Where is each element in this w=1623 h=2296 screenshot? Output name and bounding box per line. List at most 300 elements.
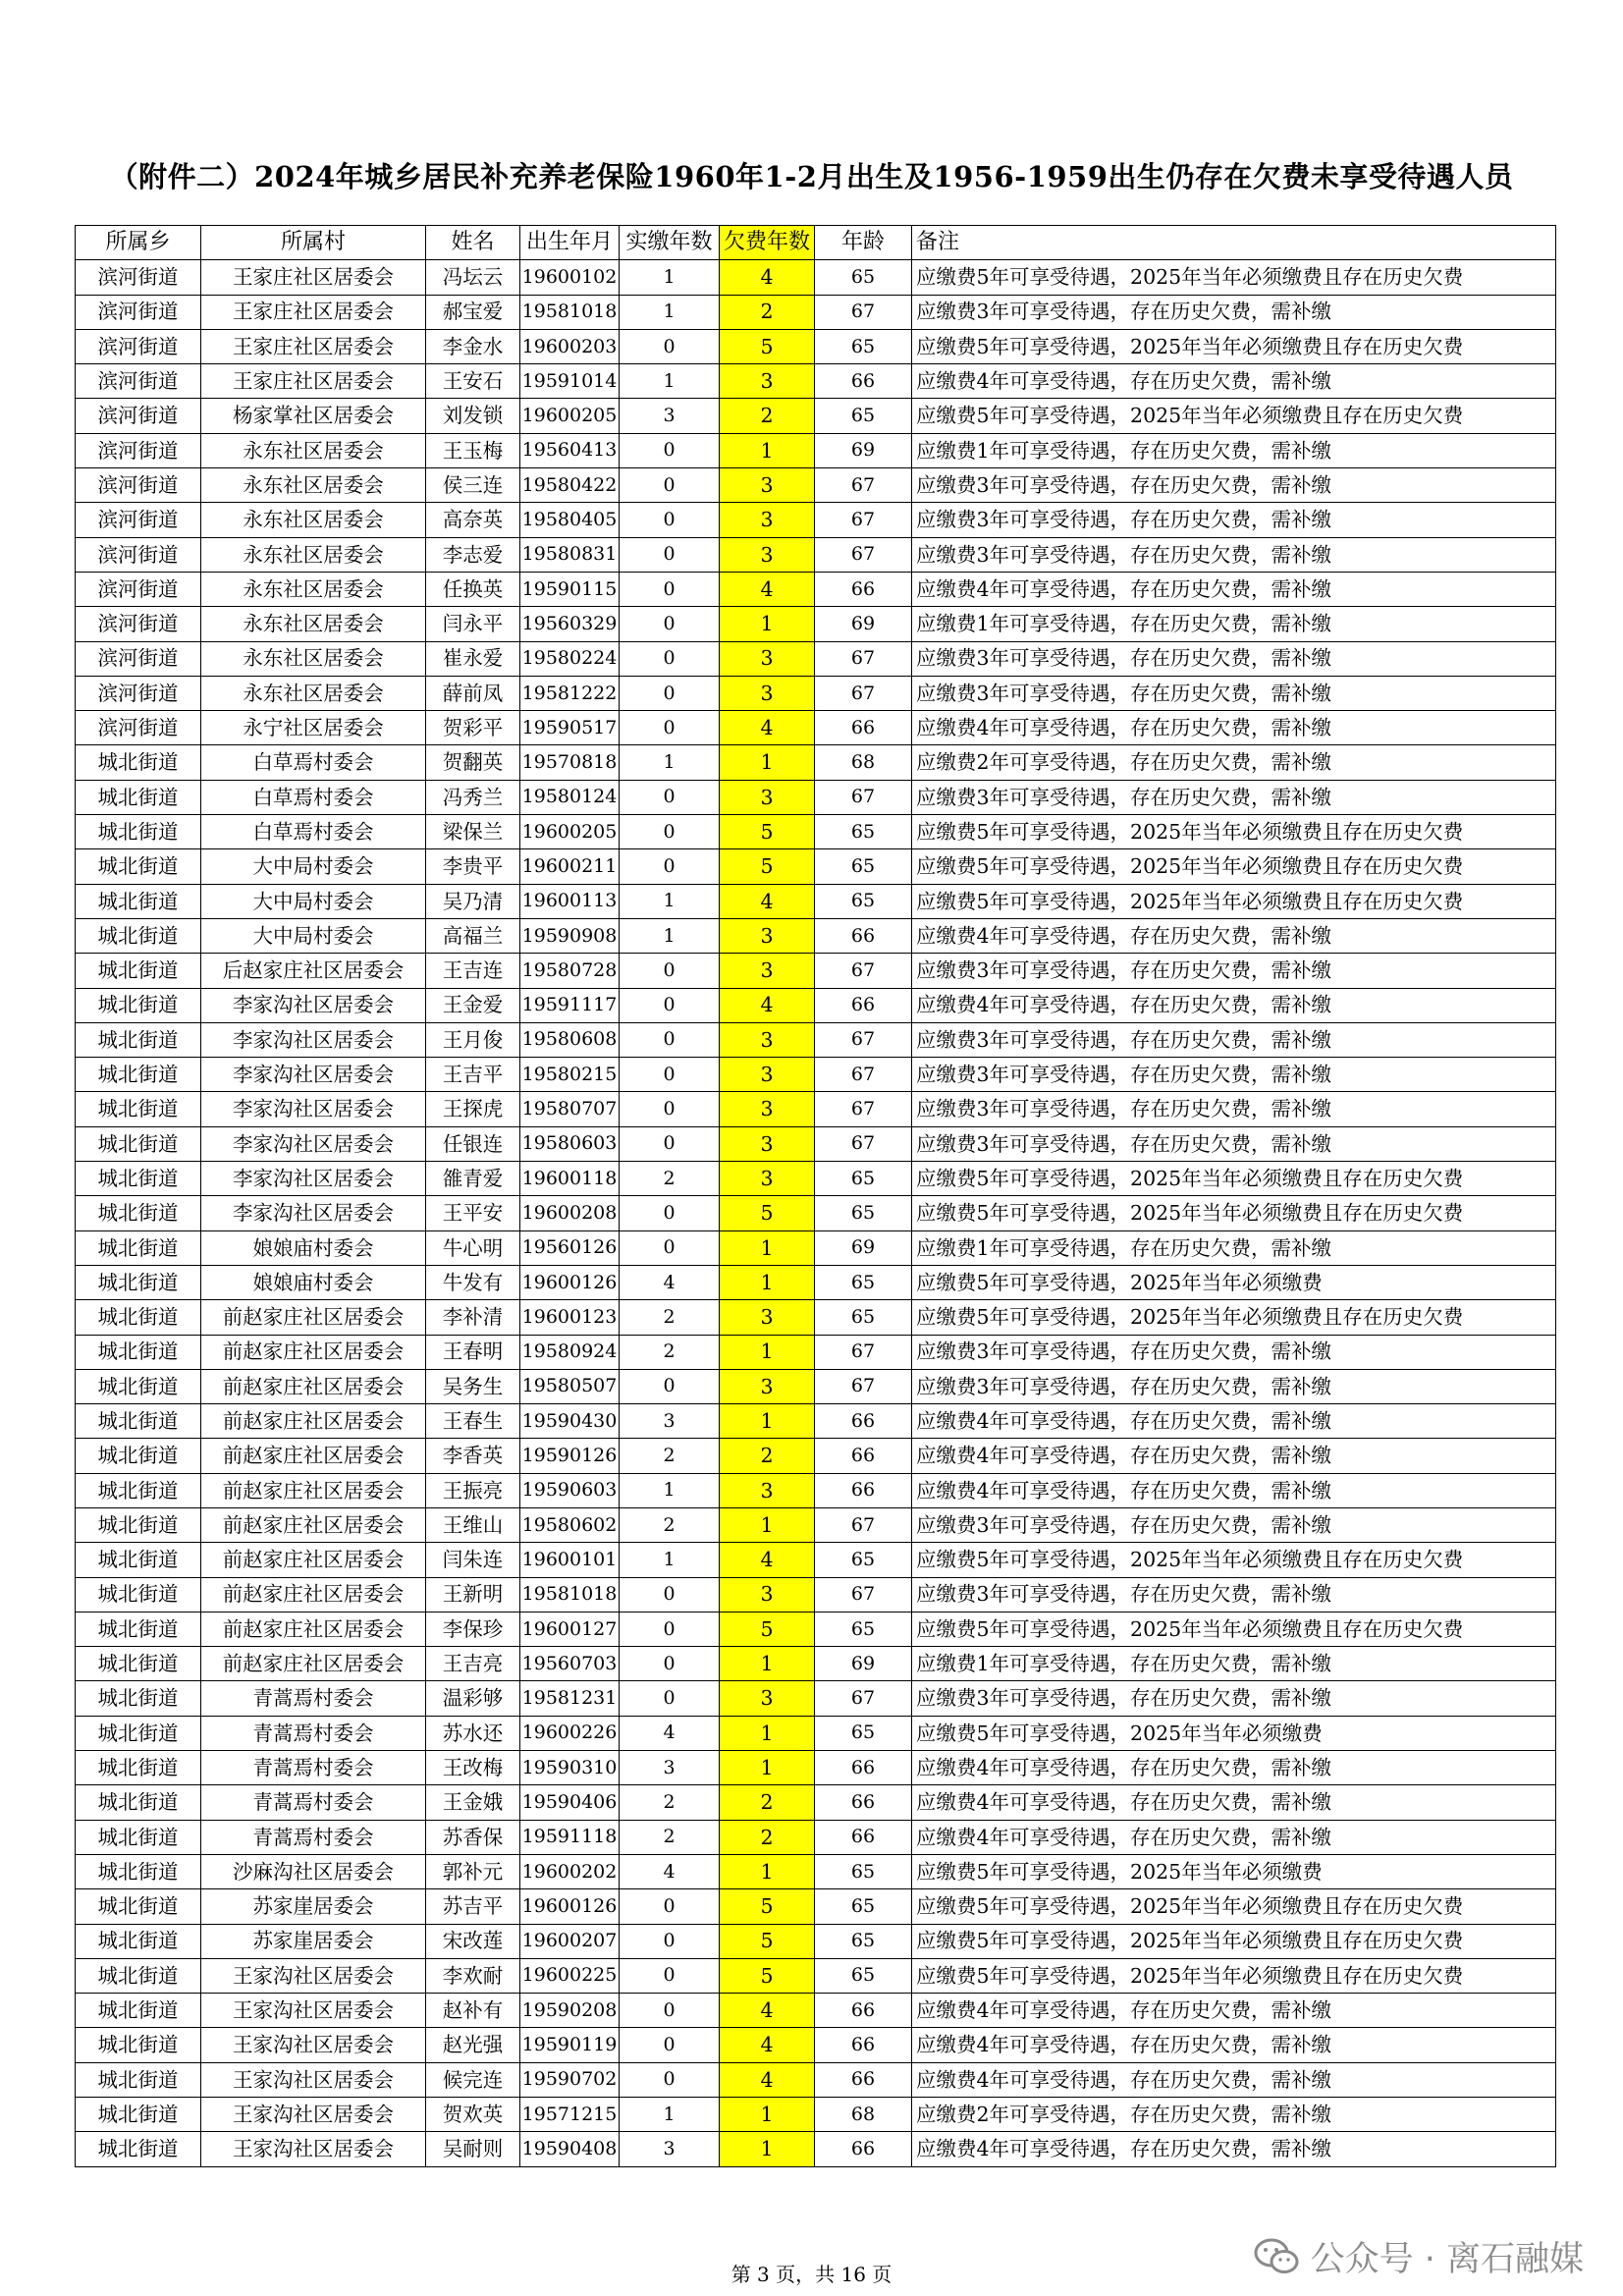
birth-cell: 19600123 [520, 1300, 620, 1335]
town-cell: 城北街道 [76, 1022, 201, 1057]
header-paid-years: 实缴年数 [620, 226, 720, 260]
paid-years-cell: 2 [620, 1820, 720, 1854]
town-cell: 城北街道 [76, 780, 201, 814]
remark-cell: 应缴费2年可享受待遇，存在历史欠费，需补缴 [912, 745, 1556, 780]
remark-cell: 应缴费3年可享受待遇，存在历史欠费，需补缴 [912, 676, 1556, 710]
paid-years-cell: 1 [620, 1473, 720, 1507]
birth-cell: 19590208 [520, 1994, 620, 2028]
owed-years-cell: 3 [720, 1473, 815, 1507]
town-cell: 城北街道 [76, 1924, 201, 1958]
owed-years-cell: 1 [720, 2132, 815, 2166]
town-cell: 城北街道 [76, 1994, 201, 2028]
remark-cell: 应缴费3年可享受待遇，存在历史欠费，需补缴 [912, 1126, 1556, 1161]
town-cell: 城北街道 [76, 1162, 201, 1196]
town-cell: 滨河街道 [76, 329, 201, 363]
name-cell: 牛心明 [426, 1230, 520, 1265]
paid-years-cell: 0 [620, 1924, 720, 1958]
village-cell: 永宁社区居委会 [201, 711, 426, 745]
table-row [76, 745, 1556, 780]
name-cell: 王探虎 [426, 1092, 520, 1126]
village-cell: 白草焉村委会 [201, 815, 426, 849]
birth-cell: 19600211 [520, 849, 620, 884]
remark-cell: 应缴费4年可享受待遇，存在历史欠费，需补缴 [912, 1751, 1556, 1785]
table-row [76, 1230, 1556, 1265]
owed-years-cell: 1 [720, 1335, 815, 1369]
owed-years-cell: 4 [720, 572, 815, 606]
village-cell: 大中局村委会 [201, 918, 426, 953]
birth-cell: 19590408 [520, 2132, 620, 2166]
birth-cell: 19580215 [520, 1058, 620, 1092]
paid-years-cell: 2 [620, 1300, 720, 1335]
village-cell: 王家沟社区居委会 [201, 2028, 426, 2062]
owed-years-cell: 4 [720, 2062, 815, 2097]
age-cell: 65 [815, 1162, 912, 1196]
name-cell: 王月俊 [426, 1022, 520, 1057]
age-cell: 67 [815, 503, 912, 537]
header-name: 姓名 [426, 226, 520, 260]
table-row [76, 2062, 1556, 2097]
name-cell: 雒青爱 [426, 1162, 520, 1196]
owed-years-cell: 1 [720, 1507, 815, 1542]
owed-years-cell: 5 [720, 329, 815, 363]
table-row [76, 607, 1556, 641]
paid-years-cell: 0 [620, 780, 720, 814]
town-cell: 城北街道 [76, 2132, 201, 2166]
owed-years-cell: 3 [720, 1681, 815, 1716]
paid-years-cell: 4 [620, 1854, 720, 1888]
town-cell: 城北街道 [76, 745, 201, 780]
table-row [76, 1612, 1556, 1646]
age-cell: 67 [815, 1126, 912, 1161]
village-cell: 王家沟社区居委会 [201, 2098, 426, 2132]
owed-years-cell: 5 [720, 1924, 815, 1958]
age-cell: 67 [815, 676, 912, 710]
birth-cell: 19590119 [520, 2028, 620, 2062]
birth-cell: 19600205 [520, 399, 620, 433]
name-cell: 李保珍 [426, 1612, 520, 1646]
village-cell: 永东社区居委会 [201, 607, 426, 641]
age-cell: 65 [815, 329, 912, 363]
village-cell: 永东社区居委会 [201, 572, 426, 606]
owed-years-cell: 3 [720, 676, 815, 710]
age-cell: 65 [815, 1612, 912, 1646]
birth-cell: 19590126 [520, 1439, 620, 1473]
town-cell: 滨河街道 [76, 572, 201, 606]
remark-cell: 应缴费4年可享受待遇，存在历史欠费，需补缴 [912, 364, 1556, 399]
name-cell: 苏水还 [426, 1716, 520, 1750]
birth-cell: 19591014 [520, 364, 620, 399]
village-cell: 永东社区居委会 [201, 676, 426, 710]
village-cell: 白草焉村委会 [201, 780, 426, 814]
age-cell: 69 [815, 433, 912, 467]
age-cell: 65 [815, 1924, 912, 1958]
remark-cell: 应缴费2年可享受待遇，存在历史欠费，需补缴 [912, 2098, 1556, 2132]
remark-cell: 应缴费5年可享受待遇，2025年当年必须缴费 [912, 1265, 1556, 1299]
remark-cell: 应缴费3年可享受待遇，存在历史欠费，需补缴 [912, 1092, 1556, 1126]
owed-years-cell: 3 [720, 954, 815, 988]
owed-years-cell: 2 [720, 399, 815, 433]
remark-cell: 应缴费1年可享受待遇，存在历史欠费，需补缴 [912, 1647, 1556, 1681]
town-cell: 城北街道 [76, 1577, 201, 1612]
name-cell: 王安石 [426, 364, 520, 399]
village-cell: 永东社区居委会 [201, 641, 426, 676]
table-row [76, 676, 1556, 710]
paid-years-cell: 2 [620, 1507, 720, 1542]
town-cell: 城北街道 [76, 1785, 201, 1820]
remark-cell: 应缴费4年可享受待遇，存在历史欠费，需补缴 [912, 2028, 1556, 2062]
town-cell: 城北街道 [76, 1335, 201, 1369]
name-cell: 王春生 [426, 1404, 520, 1439]
town-cell: 城北街道 [76, 815, 201, 849]
name-cell: 温彩够 [426, 1681, 520, 1716]
birth-cell: 19600113 [520, 884, 620, 918]
birth-cell: 19591118 [520, 1820, 620, 1854]
owed-years-cell: 2 [720, 1439, 815, 1473]
paid-years-cell: 1 [620, 745, 720, 780]
paid-years-cell: 3 [620, 1751, 720, 1785]
birth-cell: 19580602 [520, 1507, 620, 1542]
owed-years-cell: 1 [720, 1751, 815, 1785]
table-row [76, 1751, 1556, 1785]
owed-years-cell: 3 [720, 503, 815, 537]
table-row [76, 433, 1556, 467]
remark-cell: 应缴费5年可享受待遇，2025年当年必须缴费且存在历史欠费 [912, 849, 1556, 884]
paid-years-cell: 0 [620, 1058, 720, 1092]
name-cell: 李志爱 [426, 537, 520, 572]
age-cell: 66 [815, 711, 912, 745]
watermark-text: 公众号 · 离石融媒 [1310, 2240, 1584, 2279]
age-cell: 65 [815, 884, 912, 918]
owed-years-cell: 3 [720, 1022, 815, 1057]
owed-years-cell: 3 [720, 918, 815, 953]
paid-years-cell: 0 [620, 641, 720, 676]
remark-cell: 应缴费3年可享受待遇，存在历史欠费，需补缴 [912, 1507, 1556, 1542]
age-cell: 65 [815, 1958, 912, 1993]
owed-years-cell: 1 [720, 1230, 815, 1265]
village-cell: 青蒿焉村委会 [201, 1716, 426, 1750]
age-cell: 66 [815, 364, 912, 399]
table-row [76, 2132, 1556, 2166]
paid-years-cell: 1 [620, 2098, 720, 2132]
paid-years-cell: 0 [620, 1612, 720, 1646]
paid-years-cell: 4 [620, 1716, 720, 1750]
town-cell: 城北街道 [76, 954, 201, 988]
birth-cell: 19570818 [520, 745, 620, 780]
owed-years-cell: 5 [720, 849, 815, 884]
remark-cell: 应缴费4年可享受待遇，存在历史欠费，需补缴 [912, 1785, 1556, 1820]
remark-cell: 应缴费5年可享受待遇，2025年当年必须缴费且存在历史欠费 [912, 1958, 1556, 1993]
name-cell: 苏吉平 [426, 1889, 520, 1924]
remark-cell: 应缴费5年可享受待遇，2025年当年必须缴费 [912, 1716, 1556, 1750]
name-cell: 李补清 [426, 1300, 520, 1335]
village-cell: 王家庄社区居委会 [201, 260, 426, 295]
table-row [76, 572, 1556, 606]
header-village: 所属村 [201, 226, 426, 260]
paid-years-cell: 0 [620, 572, 720, 606]
remark-cell: 应缴费3年可享受待遇，存在历史欠费，需补缴 [912, 468, 1556, 503]
owed-years-cell: 1 [720, 1404, 815, 1439]
age-cell: 67 [815, 1369, 912, 1403]
birth-cell: 19600207 [520, 1924, 620, 1958]
table-row [76, 260, 1556, 295]
age-cell: 66 [815, 2028, 912, 2062]
age-cell: 67 [815, 1335, 912, 1369]
birth-cell: 19580124 [520, 780, 620, 814]
village-cell: 娘娘庙村委会 [201, 1230, 426, 1265]
village-cell: 永东社区居委会 [201, 503, 426, 537]
remark-cell: 应缴费3年可享受待遇，存在历史欠费，需补缴 [912, 1022, 1556, 1057]
age-cell: 67 [815, 1681, 912, 1716]
village-cell: 前赵家庄社区居委会 [201, 1647, 426, 1681]
name-cell: 吴乃清 [426, 884, 520, 918]
table-row [76, 1092, 1556, 1126]
town-cell: 滨河街道 [76, 537, 201, 572]
village-cell: 王家沟社区居委会 [201, 1994, 426, 2028]
name-cell: 冯秀兰 [426, 780, 520, 814]
name-cell: 宋改莲 [426, 1924, 520, 1958]
paid-years-cell: 0 [620, 503, 720, 537]
page-number: 第 3 页，共 16 页 [730, 2263, 893, 2286]
paid-years-cell: 0 [620, 468, 720, 503]
remark-cell: 应缴费5年可享受待遇，2025年当年必须缴费且存在历史欠费 [912, 1300, 1556, 1335]
name-cell: 侯三连 [426, 468, 520, 503]
owed-years-cell: 3 [720, 1092, 815, 1126]
remark-cell: 应缴费4年可享受待遇，存在历史欠费，需补缴 [912, 1439, 1556, 1473]
birth-cell: 19581018 [520, 295, 620, 329]
age-cell: 65 [815, 260, 912, 295]
table-row [76, 1300, 1556, 1335]
name-cell: 王振亮 [426, 1473, 520, 1507]
paid-years-cell: 0 [620, 1647, 720, 1681]
age-cell: 66 [815, 1473, 912, 1507]
paid-years-cell: 1 [620, 295, 720, 329]
town-cell: 城北街道 [76, 1404, 201, 1439]
birth-cell: 19581018 [520, 1577, 620, 1612]
table-row [76, 780, 1556, 814]
name-cell: 任换英 [426, 572, 520, 606]
town-cell: 城北街道 [76, 1854, 201, 1888]
owed-years-cell: 3 [720, 364, 815, 399]
town-cell: 城北街道 [76, 1196, 201, 1230]
name-cell: 王吉平 [426, 1058, 520, 1092]
watermark [1254, 2232, 1584, 2281]
table-row [76, 1162, 1556, 1196]
age-cell: 65 [815, 1889, 912, 1924]
birth-cell: 19581222 [520, 676, 620, 710]
header-owed-years: 欠费年数 [720, 226, 815, 260]
birth-cell: 19590908 [520, 918, 620, 953]
age-cell: 67 [815, 537, 912, 572]
wechat-icon [1254, 2237, 1299, 2276]
remark-cell: 应缴费1年可享受待遇，存在历史欠费，需补缴 [912, 1230, 1556, 1265]
birth-cell: 19591117 [520, 988, 620, 1022]
remark-cell: 应缴费3年可享受待遇，存在历史欠费，需补缴 [912, 1577, 1556, 1612]
owed-years-cell: 3 [720, 1300, 815, 1335]
owed-years-cell: 4 [720, 1543, 815, 1577]
age-cell: 66 [815, 1404, 912, 1439]
paid-years-cell: 1 [620, 918, 720, 953]
birth-cell: 19590702 [520, 2062, 620, 2097]
village-cell: 青蒿焉村委会 [201, 1785, 426, 1820]
town-cell: 城北街道 [76, 1300, 201, 1335]
remark-cell: 应缴费3年可享受待遇，存在历史欠费，需补缴 [912, 780, 1556, 814]
owed-years-cell: 1 [720, 1854, 815, 1888]
remark-cell: 应缴费3年可享受待遇，存在历史欠费，需补缴 [912, 1369, 1556, 1403]
owed-years-cell: 1 [720, 745, 815, 780]
owed-years-cell: 3 [720, 1577, 815, 1612]
paid-years-cell: 1 [620, 1543, 720, 1577]
table-row [76, 329, 1556, 363]
remark-cell: 应缴费5年可享受待遇，2025年当年必须缴费且存在历史欠费 [912, 1612, 1556, 1646]
name-cell: 闫朱连 [426, 1543, 520, 1577]
birth-cell: 19580422 [520, 468, 620, 503]
town-cell: 城北街道 [76, 1439, 201, 1473]
paid-years-cell: 2 [620, 1439, 720, 1473]
table-row [76, 1404, 1556, 1439]
town-cell: 城北街道 [76, 1369, 201, 1403]
owed-years-cell: 2 [720, 1820, 815, 1854]
birth-cell: 19600205 [520, 815, 620, 849]
birth-cell: 19580831 [520, 537, 620, 572]
age-cell: 65 [815, 1543, 912, 1577]
name-cell: 吴务生 [426, 1369, 520, 1403]
village-cell: 李家沟社区居委会 [201, 1022, 426, 1057]
village-cell: 前赵家庄社区居委会 [201, 1369, 426, 1403]
name-cell: 李贵平 [426, 849, 520, 884]
village-cell: 李家沟社区居委会 [201, 988, 426, 1022]
owed-years-cell: 1 [720, 1265, 815, 1299]
name-cell: 任银连 [426, 1126, 520, 1161]
remark-cell: 应缴费3年可享受待遇，存在历史欠费，需补缴 [912, 641, 1556, 676]
town-cell: 城北街道 [76, 1092, 201, 1126]
town-cell: 城北街道 [76, 1889, 201, 1924]
paid-years-cell: 0 [620, 1092, 720, 1126]
age-cell: 65 [815, 1854, 912, 1888]
town-cell: 城北街道 [76, 988, 201, 1022]
birth-cell: 19580224 [520, 641, 620, 676]
paid-years-cell: 0 [620, 1994, 720, 2028]
age-cell: 66 [815, 572, 912, 606]
name-cell: 王玉梅 [426, 433, 520, 467]
name-cell: 吴耐则 [426, 2132, 520, 2166]
town-cell: 城北街道 [76, 1751, 201, 1785]
paid-years-cell: 0 [620, 1230, 720, 1265]
age-cell: 66 [815, 1785, 912, 1820]
name-cell: 候完连 [426, 2062, 520, 2097]
header-town: 所属乡 [76, 226, 201, 260]
paid-years-cell: 0 [620, 1126, 720, 1161]
birth-cell: 19560703 [520, 1647, 620, 1681]
birth-cell: 19580603 [520, 1126, 620, 1161]
town-cell: 城北街道 [76, 1265, 201, 1299]
table-row [76, 815, 1556, 849]
town-cell: 滨河街道 [76, 468, 201, 503]
table-body [76, 260, 1556, 2166]
name-cell: 高奈英 [426, 503, 520, 537]
town-cell: 滨河街道 [76, 711, 201, 745]
owed-years-cell: 1 [720, 433, 815, 467]
birth-cell: 19600118 [520, 1162, 620, 1196]
birth-cell: 19571215 [520, 2098, 620, 2132]
birth-cell: 19560126 [520, 1230, 620, 1265]
name-cell: 王吉亮 [426, 1647, 520, 1681]
owed-years-cell: 3 [720, 537, 815, 572]
paid-years-cell: 0 [620, 1889, 720, 1924]
remark-cell: 应缴费3年可享受待遇，存在历史欠费，需补缴 [912, 1058, 1556, 1092]
paid-years-cell: 0 [620, 537, 720, 572]
village-cell: 王家庄社区居委会 [201, 295, 426, 329]
name-cell: 王金娥 [426, 1785, 520, 1820]
remark-cell: 应缴费4年可享受待遇，存在历史欠费，需补缴 [912, 918, 1556, 953]
village-cell: 大中局村委会 [201, 884, 426, 918]
town-cell: 城北街道 [76, 1543, 201, 1577]
village-cell: 前赵家庄社区居委会 [201, 1404, 426, 1439]
owed-years-cell: 4 [720, 1994, 815, 2028]
paid-years-cell: 0 [620, 988, 720, 1022]
town-cell: 滨河街道 [76, 399, 201, 433]
birth-cell: 19580608 [520, 1022, 620, 1057]
name-cell: 牛发有 [426, 1265, 520, 1299]
owed-years-cell: 3 [720, 641, 815, 676]
name-cell: 刘发锁 [426, 399, 520, 433]
table-row [76, 537, 1556, 572]
table-row [76, 1126, 1556, 1161]
village-cell: 苏家崖居委会 [201, 1924, 426, 1958]
remark-cell: 应缴费5年可享受待遇，2025年当年必须缴费且存在历史欠费 [912, 1924, 1556, 1958]
owed-years-cell: 3 [720, 468, 815, 503]
header-remark: 备注 [912, 226, 1556, 260]
remark-cell: 应缴费4年可享受待遇，存在历史欠费，需补缴 [912, 572, 1556, 606]
remark-cell: 应缴费5年可享受待遇，2025年当年必须缴费且存在历史欠费 [912, 1196, 1556, 1230]
town-cell: 滨河街道 [76, 260, 201, 295]
table-row [76, 1889, 1556, 1924]
village-cell: 娘娘庙村委会 [201, 1265, 426, 1299]
owed-years-cell: 5 [720, 1612, 815, 1646]
birth-cell: 19580405 [520, 503, 620, 537]
village-cell: 王家庄社区居委会 [201, 364, 426, 399]
paid-years-cell: 0 [620, 711, 720, 745]
village-cell: 后赵家庄社区居委会 [201, 954, 426, 988]
town-cell: 城北街道 [76, 2098, 201, 2132]
age-cell: 66 [815, 1820, 912, 1854]
age-cell: 67 [815, 1058, 912, 1092]
village-cell: 杨家掌社区居委会 [201, 399, 426, 433]
table-row [76, 1543, 1556, 1577]
age-cell: 67 [815, 1092, 912, 1126]
name-cell: 郭补元 [426, 1854, 520, 1888]
town-cell: 滨河街道 [76, 641, 201, 676]
remark-cell: 应缴费5年可享受待遇，2025年当年必须缴费且存在历史欠费 [912, 1162, 1556, 1196]
town-cell: 城北街道 [76, 1612, 201, 1646]
table-row [76, 503, 1556, 537]
town-cell: 城北街道 [76, 1473, 201, 1507]
owed-years-cell: 3 [720, 1058, 815, 1092]
birth-cell: 19600126 [520, 1889, 620, 1924]
owed-years-cell: 1 [720, 1647, 815, 1681]
town-cell: 城北街道 [76, 2028, 201, 2062]
table-row [76, 918, 1556, 953]
remark-cell: 应缴费4年可享受待遇，存在历史欠费，需补缴 [912, 988, 1556, 1022]
table-row [76, 849, 1556, 884]
village-cell: 苏家崖居委会 [201, 1889, 426, 1924]
remark-cell: 应缴费4年可享受待遇，存在历史欠费，需补缴 [912, 2062, 1556, 2097]
table-row [76, 641, 1556, 676]
birth-cell: 19600126 [520, 1265, 620, 1299]
village-cell: 前赵家庄社区居委会 [201, 1577, 426, 1612]
village-cell: 白草焉村委会 [201, 745, 426, 780]
town-cell: 城北街道 [76, 1681, 201, 1716]
table-row [76, 1439, 1556, 1473]
